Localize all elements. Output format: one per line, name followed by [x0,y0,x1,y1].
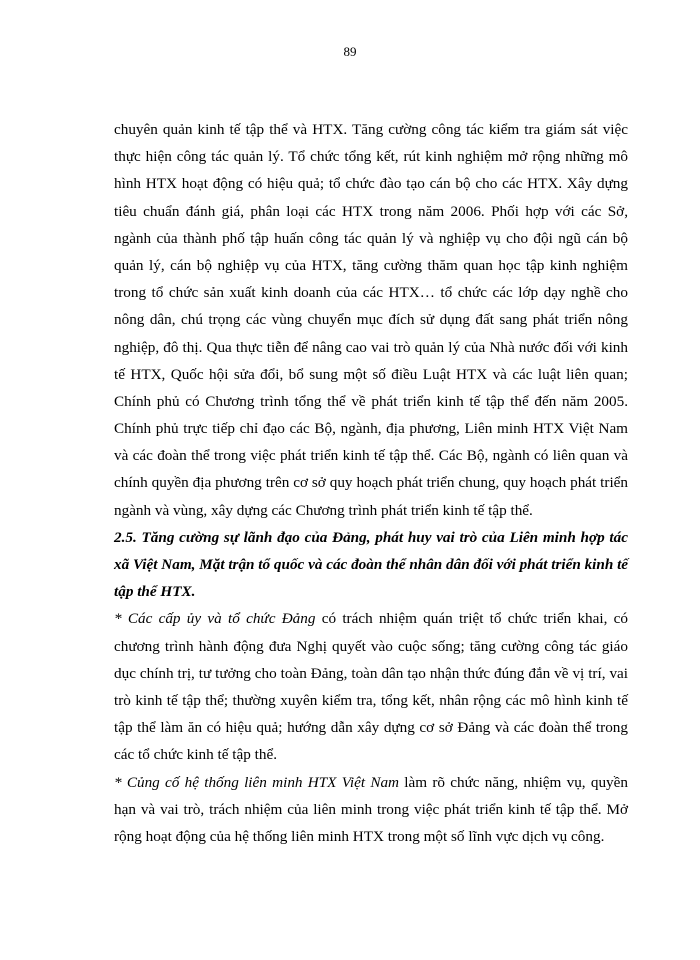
text-line: rộng hoạt động của hệ thống liên minh HTX trong một số lĩnh vực dịch vụ công. [114,827,605,845]
text-line: Chính phủ có Chương trình tổng thể về phát triển kinh tế tập thể đến năm 2005. [114,392,628,410]
text-line: các tổ chức kinh tế tập thể. [114,746,277,764]
text-line: ngành của thành phố tập huấn công tác quản lý và nghiệp vụ cho đội ngũ cán bộ [114,229,628,247]
text-line: tế HTX, Quốc hội sửa đổi, bổ sung một số điều Luật HTX và các luật liên quan; [114,365,628,383]
text-line: trò kinh tế tập thể; thường xuyên kiểm tra, tổng kết, nhân rộng các mô hình kinh tế [114,691,628,709]
heading-line: 2.5. Tăng cường sự lãnh đạo của Đảng, phát huy vai trò của Liên minh hợp tác [114,528,628,546]
text-line: trong tổ chức sản xuất kinh doanh của các HTX… tổ chức các lớp dạy nghề cho [114,284,628,302]
paragraph-htx-management [114,116,628,524]
text-line [114,605,628,632]
page-number: 89 [343,44,357,59]
italic-lead: * Các cấp ủy và tổ chức Đảng [114,610,316,628]
italic-lead: * Củng cố hệ thống liên minh HTX Việt Nam [114,773,400,791]
heading-line: tập thể HTX. [114,583,196,601]
text-line: chính quyền địa phương trên cơ sở quy hoạch phát triển chung, quy hoạch phát triển [114,474,628,492]
text-line: tập thể làm ăn có hiệu quả; hướng dẫn xây dựng cơ sở Đảng và các đoàn thể trong [114,719,628,737]
page-body [114,116,628,850]
text-line [114,769,628,796]
heading-line: xã Việt Nam, Mặt trận tổ quốc và các đoàn thể nhân dân đối với phát triển kinh tế [114,556,629,573]
lead-continuation: làm rõ chức năng, nhiệm vụ, quyền [399,773,628,791]
paragraph-cooperative-alliance [114,769,628,851]
text-line: và các đoàn thể trong việc phát triển kinh tế tập thể. Các Bộ, ngành có liên quan và [114,447,628,465]
text-line: nông dân, chú trọng các vùng chuyển mục đích sử dụng đất sang phát triển nông [114,311,628,329]
section-heading-2-5 [114,524,628,606]
text-line: quản lý, cán bộ nghiệp vụ của HTX, tăng cường thăm quan học tập kinh nghiệm [114,256,628,274]
lead-continuation: có trách nhiệm quán triệt tổ chức triển khai, có [315,610,628,628]
paragraph-party-committees [114,605,628,768]
text-line: hạn và vai trò, trách nhiệm của liên minh trong việc phát triển kinh tế tập thể. Mở [114,800,628,818]
text-line: tiêu chuẩn đánh giá, phân loại các HTX trong năm 2006. Phối hợp với các Sở, [114,202,628,220]
text-line: dục chính trị, tư tưởng cho toàn Đảng, toàn dân tạo nhận thức đúng đắn về vị trí, vai [114,664,628,682]
text-line: nghiệp, đô thị. Qua thực tiễn để nâng cao vai trò quản lý của Nhà nước đối với kinh [114,338,628,356]
text-line: chương trình hành động đưa Nghị quyết vào cuộc sống; tăng cường công tác giáo [114,637,628,655]
text-line: hình HTX hoạt động có hiệu quả; tổ chức đào tạo cán bộ cho các HTX. Xây dựng [114,175,628,193]
text-line: chuyên quản kinh tế tập thể và HTX. Tăng cường công tác kiểm tra giám sát việc [114,121,628,138]
text-line: Chính phủ trực tiếp chỉ đạo các Bộ, ngành, địa phương, Liên minh HTX Việt Nam [114,420,628,438]
text-line: thực hiện công tác quản lý. Tổ chức tổng kết, rút kinh nghiệm mở rộng những mô [114,148,628,166]
text-line: ngành và vùng, xây dựng các Chương trình phát triển kinh tế tập thể. [114,501,533,519]
